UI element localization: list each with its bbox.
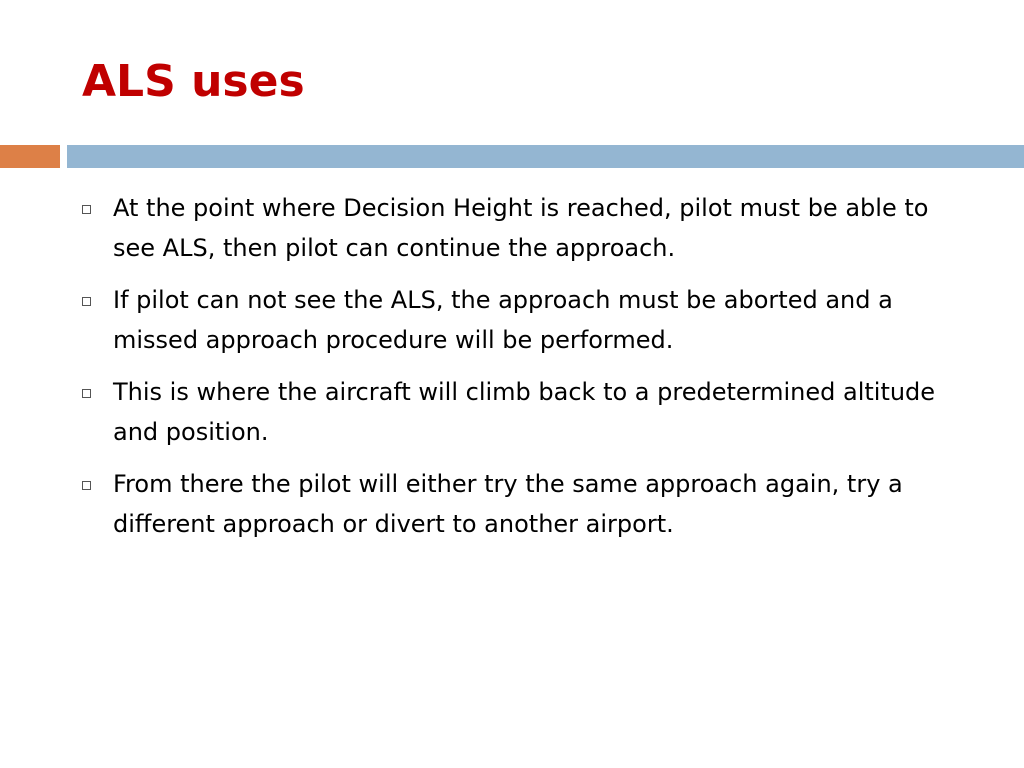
bullet-text: This is where the aircraft will climb back to a predetermined altitude and position.	[113, 378, 936, 446]
bullet-item	[76, 372, 956, 452]
bullet-text: From there the pilot will either try the same approach again, try a different approach or divert to another airport.	[113, 470, 903, 538]
bullet-text: At the point where Decision Height is reached, pilot must be able to see ALS, then pilot can continue the approach.	[113, 194, 929, 262]
bullet-text: If pilot can not see the ALS, the approach must be aborted and a missed approach procedure will be performed.	[113, 286, 893, 354]
title-rule-accent-left	[0, 145, 60, 168]
title-rule-accent-right	[67, 145, 1024, 168]
bullet-item	[76, 464, 956, 544]
square-bullet-icon	[82, 205, 91, 214]
square-bullet-icon	[82, 389, 91, 398]
bullet-list	[76, 188, 956, 556]
bullet-item	[76, 280, 956, 360]
square-bullet-icon	[82, 481, 91, 490]
square-bullet-icon	[82, 297, 91, 306]
slide-title: ALS uses	[82, 56, 305, 107]
bullet-item	[76, 188, 956, 268]
